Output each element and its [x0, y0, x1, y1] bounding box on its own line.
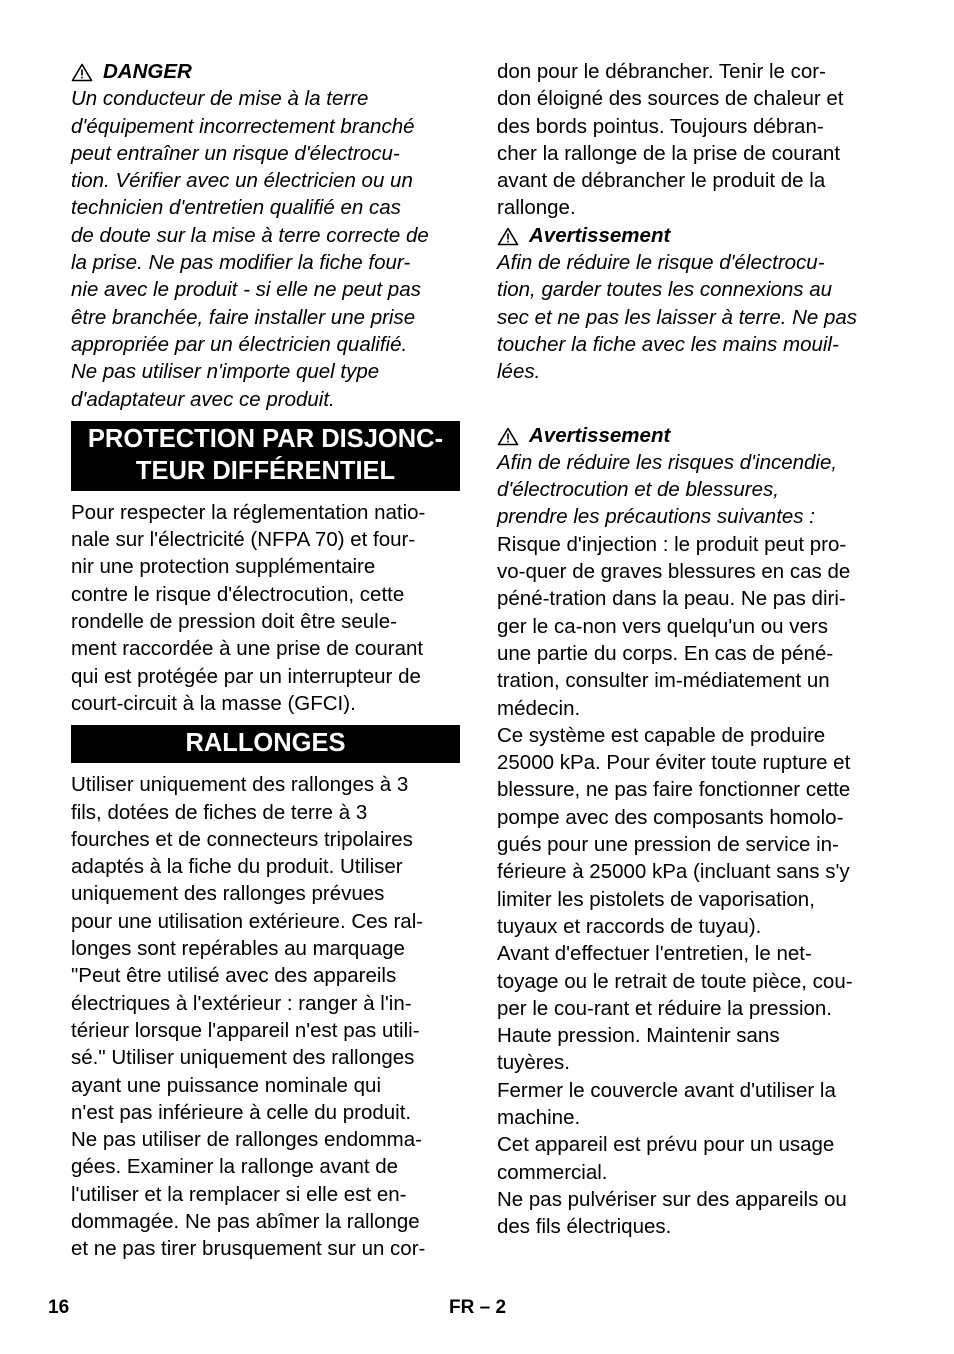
danger-title-text: DANGER [103, 60, 192, 83]
warning-triangle-icon [497, 226, 519, 245]
warning-title-2 [497, 422, 889, 449]
left-column [71, 58, 460, 1263]
continuation-text: don pour le débrancher. Tenir le cor- don éloigné des sources de chaleur et des bords pointus. Toujours débran- cher la rallonge de la prise de courant avant de débrancher le produit de la rallonge. [497, 60, 844, 220]
warning-title-1 [497, 222, 889, 249]
warning-text-1: Afin de réduire le risque d'électrocu- tion, garder toutes les connexions au sec et ne pas les laisser à terre. Ne pas toucher la fiche avec les mains mouil- lées. [497, 251, 858, 384]
danger-title [71, 58, 460, 85]
warning-title-1-text: Avertissement [529, 223, 671, 247]
warning-title-2-text: Avertissement [529, 423, 671, 447]
warning-text-2: Afin de réduire les risques d'incendie, d'électrocution et de blessures, prendre les précautions suivantes : [497, 450, 838, 529]
section-heading-rallonges: RALLONGES [71, 725, 460, 763]
language-page-label: FR – 2 [449, 1297, 507, 1318]
section-heading-gfci: PROTECTION PAR DISJONC- TEUR DIFFÉRENTIEL [71, 421, 460, 491]
page-number: 16 [48, 1297, 70, 1318]
right-column [497, 58, 889, 1240]
warning-triangle-icon [497, 426, 519, 445]
section-text-rallonges: Utiliser uniquement des rallonges à 3 fils, dotées de fiches de terre à 3 fourches et de connecteurs tripolaires adaptés à la fiche du produit. Utiliser uniquement des rallonges prévues pour une utilisation extérieure. Ces ral- longes sont repérables au marquage "Peut être utilisé avec des appareils électriques à l'extérieur : ranger à l'in- térieur lorsque l'appareil n'est pas utili- sé." Utiliser uniquement des rallonges ayant une puissance nominale qui n'est pas inférieure à celle du produit. Ne pas utiliser de rallonges endomma- gées. Examiner la rallonge avant de l'utiliser et la remplacer si elle est en- dommagée. Ne pas abîmer la rallonge et ne pas tirer brusquement sur un cor- [71, 773, 426, 1261]
danger-text: Un conducteur de mise à la terre d'équipement incorrectement branché peut entraîner un risque d'électrocu- tion. Vérifier avec un électricien ou un technicien d'entretien qualifié en cas de doute sur la mise à terre correcte de la prise. Ne pas modifier la fiche four- nie avec le produit - si elle ne peut pas être branchée, faire installer une prise appropriée par un électricien qualifié. Ne pas utiliser n'importe quel type d'adaptateur avec ce produit. [71, 87, 429, 411]
warning-triangle-icon [71, 62, 93, 81]
safety-body-text: Risque d'injection : le produit peut pro- vo-quer de graves blessures en cas de péné-tration dans la peau. Ne pas diri- ger le ca-non vers quelqu'un ou vers une partie du corps. En cas de péné- tration, consulter im-médiatement un médecin. Ce système est capable de produire 25000 kPa. Pour éviter toute rupture et blessure, ne pas faire fonctionner cette pompe avec des composants homolo- gués pour une pression de service in- férieure à 25000 kPa (incluant sans s'y limiter les pistolets de vaporisation, tuyaux et raccords de tuyau). Avant d'effectuer l'entretien, le net- toyage ou le retrait de toute pièce, cou- per le cou-rant et réduire la pression. Haute pression. Maintenir sans tuyères. Fermer le couvercle avant d'utiliser la machine. Cet appareil est prévu pour un usage commercial. Ne pas pulvériser sur des appareils ou des fils électriques. [497, 532, 853, 1239]
section-text-gfci: Pour respecter la réglementation natio- nale sur l'électricité (NFPA 70) et four- nir une protection supplémentaire contre le risque d'électrocution, cette rondelle de pression doit être seule- ment raccordée à une prise de courant qui est protégée par un interrupteur de court-circuit à la masse (GFCI). [71, 500, 426, 715]
